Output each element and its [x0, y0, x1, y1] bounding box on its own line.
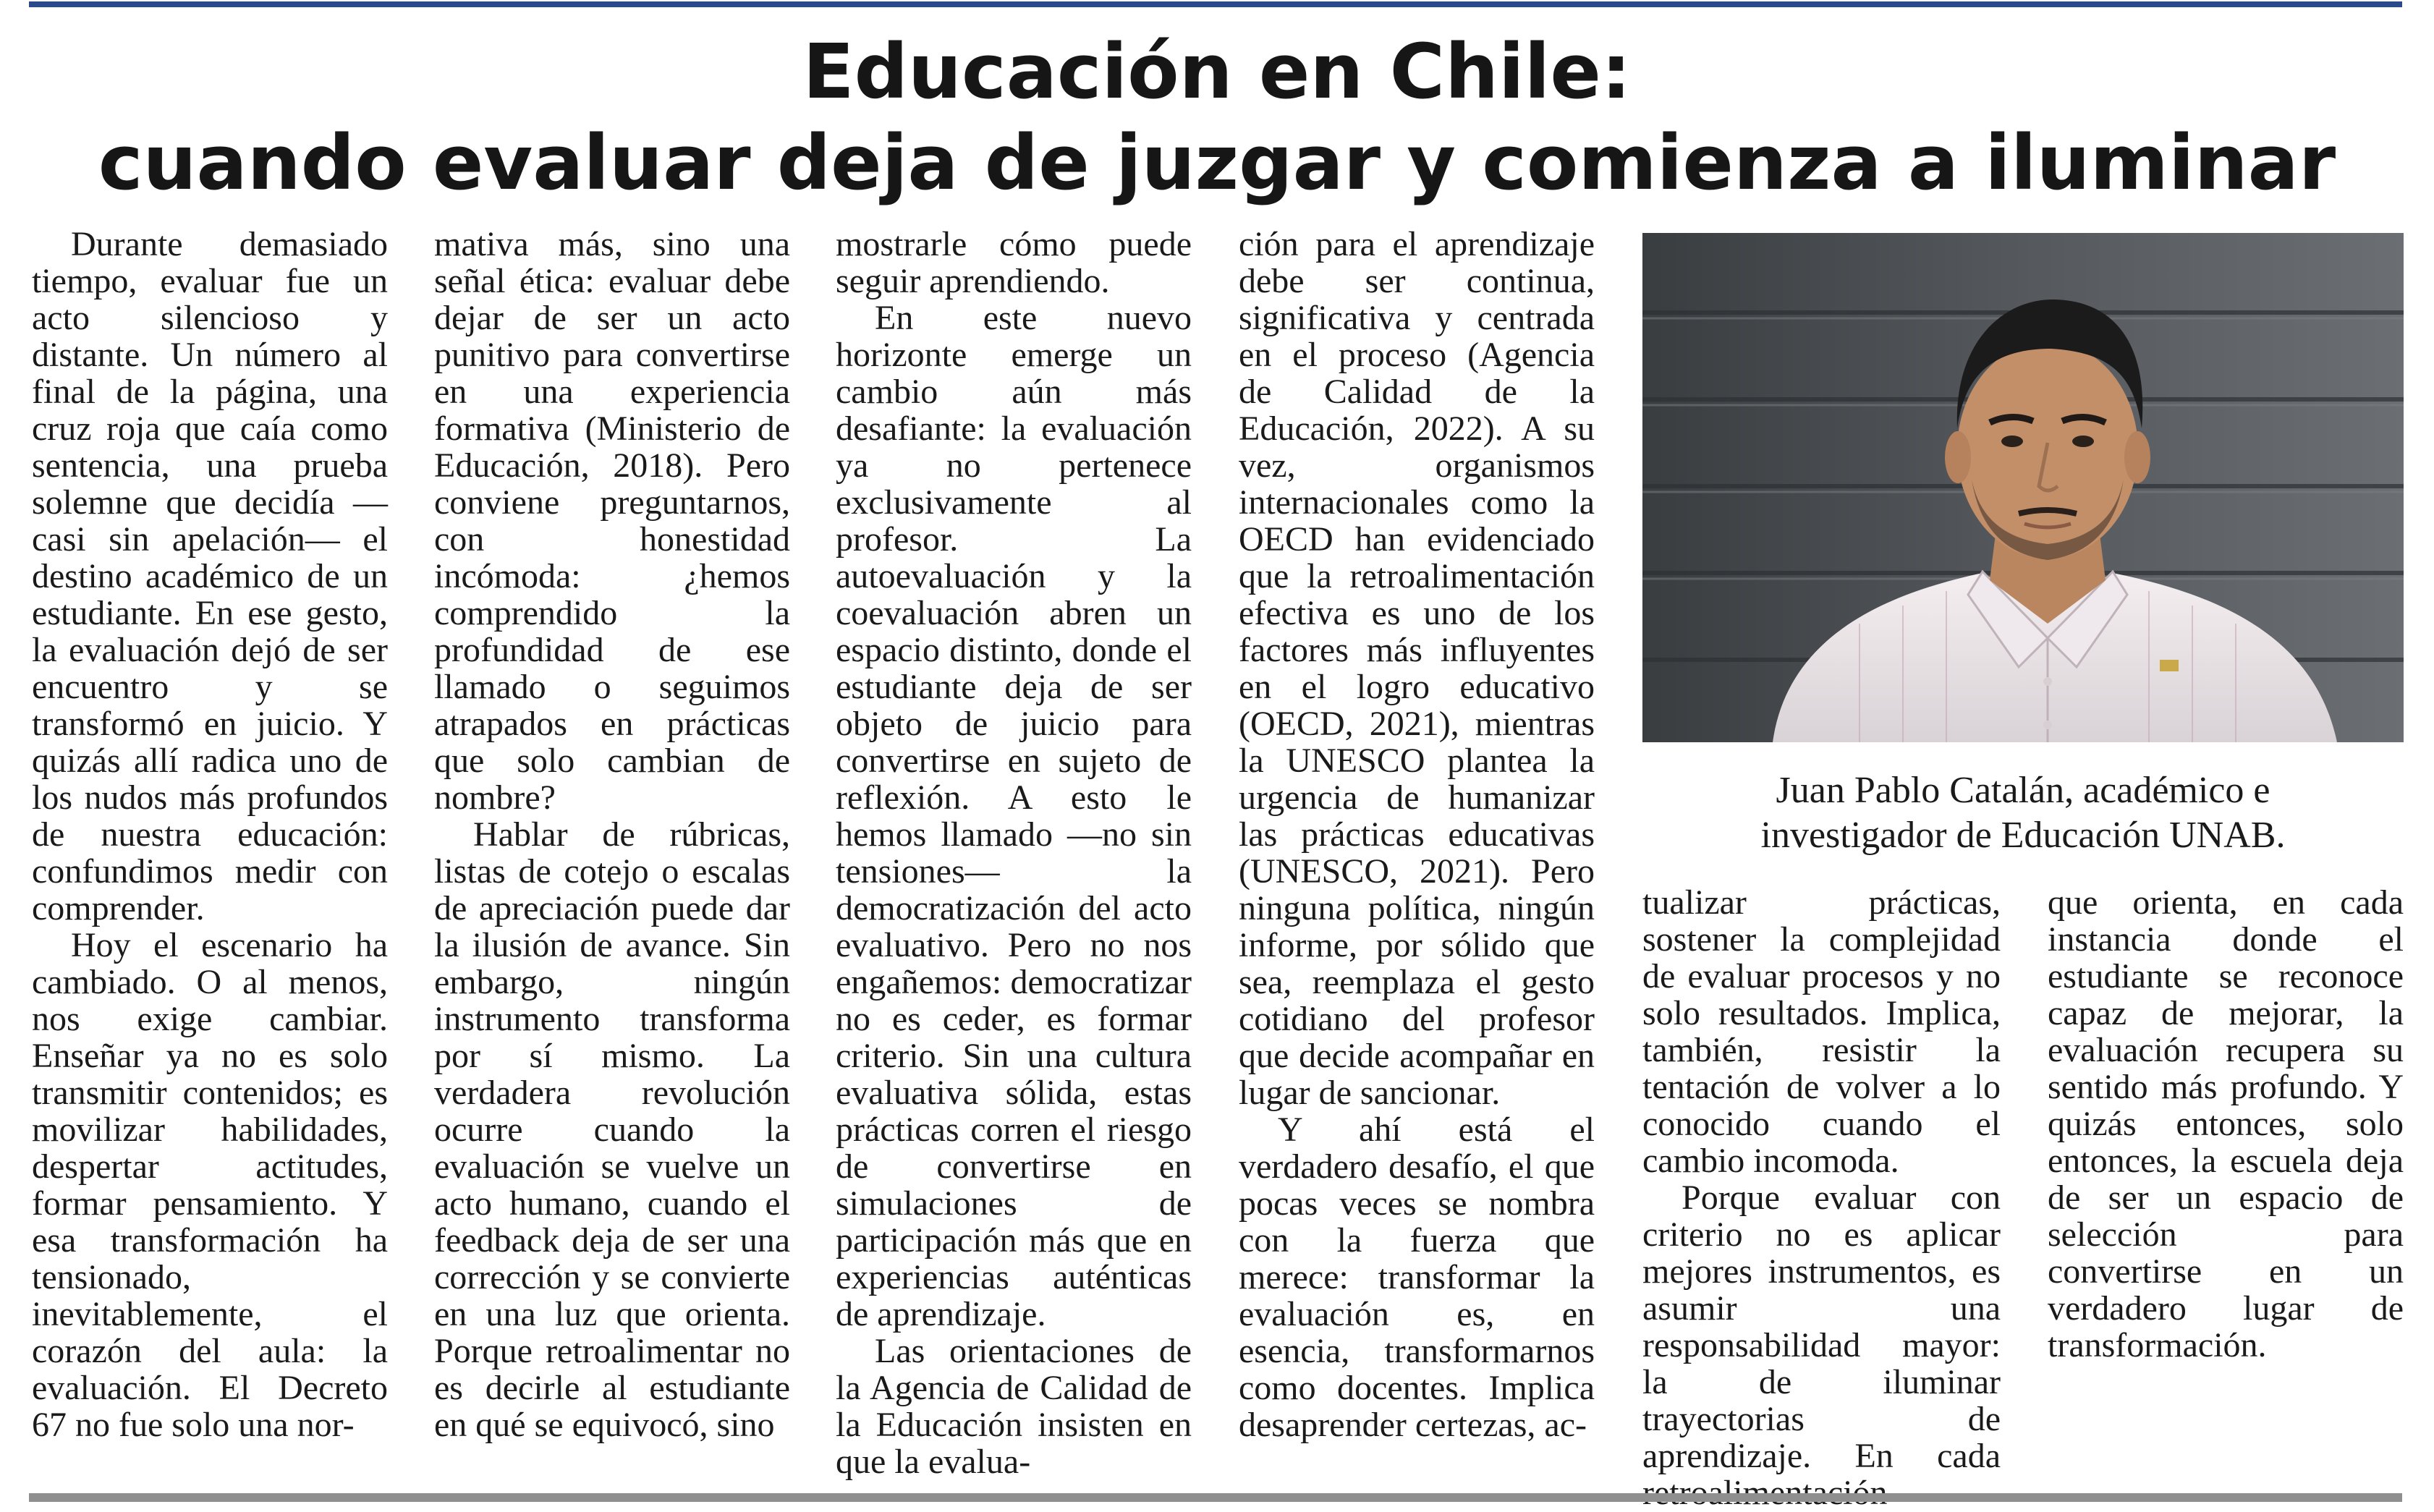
- article-column-4: [1239, 226, 1595, 1443]
- caption-line-1: Juan Pablo Catalán, académico e: [1776, 770, 2270, 811]
- bottom-rule: [29, 1493, 2402, 1502]
- article-column-6: [2048, 884, 2404, 1364]
- article-column-3: [836, 226, 1192, 1480]
- paragraph: Las orientaciones de la Agencia de Calidad de la Educación insisten en que la evalua-: [836, 1332, 1192, 1481]
- article-column-5: [1642, 884, 2001, 1511]
- article-column-2: [434, 226, 790, 1443]
- paragraph: Durante demasiado tiempo, evaluar fue un acto silencioso y distante. Un número al final de la página, una cruz roja que caía como sentencia, una prueba solemne que decidía —casi sin apelación— el destino académico de un estudiante. En ese gesto, la evaluación dejó de ser encuentro y se transformó en juicio. Y quizás allí radica uno de los nudos más profundos de nuestra educación: confundimos medir con comprender.: [32, 225, 388, 927]
- paragraph: Hoy el escenario ha cambiado. O al menos, nos exige cambiar. Enseñar ya no es solo transmitir contenidos; es movilizar habilidades, despertar actitudes, formar pensamiento. Y esa transformación ha tensionado, inevitablemente, el corazón del aula: la evaluación. El Decreto 67 no fue solo una nor-: [32, 926, 388, 1444]
- paragraph: que orienta, en cada instancia donde el estudiante se reconoce capaz de mejorar, la evaluación recupera su sentido más profundo. Y quizás entonces, solo entonces, la escuela deja de ser un espacio de selección para convertirse en un verdadero lugar de transformación.: [2048, 883, 2404, 1364]
- paragraph: mostrarle cómo puede seguir aprendiendo.: [836, 225, 1192, 300]
- paragraph: Y ahí está el verdadero desafío, el que pocas veces se nombra con la fuerza que merece: transformar la evaluación es, en esencia, transformarnos como docentes. Implica desaprender certezas, ac-: [1239, 1110, 1595, 1444]
- author-photo: [1642, 233, 2404, 742]
- paragraph: Hablar de rúbricas, listas de cotejo o escalas de apreciación puede dar la ilusión de avance. Sin embargo, ningún instrumento transforma por sí mismo. La verdadera revolución ocurre cuando la evaluación se vuelve un acto humano, cuando el feedback deja de ser una corrección y se convierte en una luz que orienta. Porque retroalimentar no es decirle al estudiante en qué se equivocó, sino: [434, 815, 790, 1444]
- paragraph: tualizar prácticas, sostener la complejidad de evaluar procesos y no solo resultados. Implica, también, resistir la tentación de volver a lo conocido cuando el cambio incomoda.: [1642, 883, 2001, 1180]
- top-rule: [29, 1, 2402, 7]
- paragraph: En este nuevo horizonte emerge un cambio aún más desafiante: la evaluación ya no pertenece exclusivamente al profesor. La autoevaluación y la coevaluación abren un espacio distinto, donde el estudiante deja de ser objeto de juicio para convertirse en sujeto de reflexión. A esto le hemos llamado —no sin tensiones— la democratización del acto evaluativo. Pero no nos engañemos: democratizar no es ceder, es formar criterio. Sin una cultura evaluativa sólida, estas prácticas corren el riesgo de convertirse en simulaciones de participación más que en experiencias auténticas de aprendizaje.: [836, 299, 1192, 1333]
- photo-caption: [1642, 768, 2404, 858]
- headline-line-1: Educación en Chile:: [802, 27, 1632, 116]
- paragraph: mativa más, sino una señal ética: evaluar debe dejar de ser un acto punitivo para convertirse en una experiencia formativa (Ministerio de Educación, 2018). Pero conviene preguntarnos, con honestidad incómoda: ¿hemos comprendido la profundidad de ese llamado o seguimos atrapados en prácticas que solo cambian de nombre?: [434, 225, 790, 817]
- paragraph: ción para el aprendizaje debe ser continua, significativa y centrada en el proceso (Agencia de Calidad de la Educación, 2022). A su vez, organismos internacionales como la OECD han evidenciado que la retroalimentación efectiva es uno de los factores más influyentes en el logro educativo (OECD, 2021), mientras la UNESCO plantea la urgencia de humanizar las prácticas educativas (UNESCO, 2021). Pero ninguna política, ningún informe, por sólido que sea, reemplaza el gesto cotidiano del profesor que decide acompañar en lugar de sancionar.: [1239, 225, 1595, 1112]
- headline-line-2: cuando evaluar deja de juzgar y comienza a iluminar: [98, 119, 2336, 207]
- caption-line-2: investigador de Educación UNAB.: [1760, 815, 2286, 856]
- paragraph: Porque evaluar con criterio no es aplicar mejores instrumentos, es asumir una responsabilidad mayor: la de iluminar trayectorias de aprendizaje. En cada: [1642, 1178, 2001, 1475]
- portrait-illustration: [1642, 233, 2404, 742]
- article-column-1: [32, 226, 388, 1443]
